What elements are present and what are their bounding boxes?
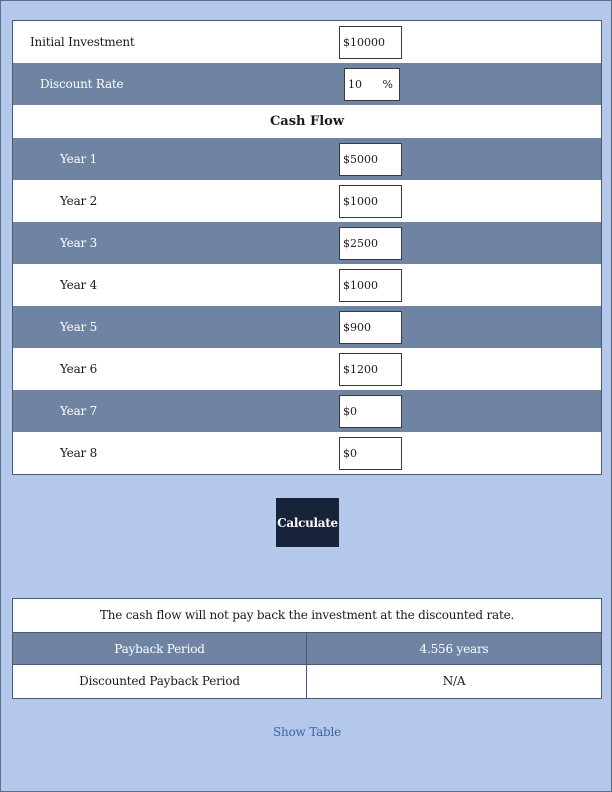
- result-table: [12, 598, 602, 699]
- discount-rate-field: [344, 68, 400, 101]
- percent-sign: %: [382, 78, 393, 91]
- year-2-input[interactable]: [339, 185, 402, 218]
- year-label: Year 7: [60, 404, 98, 418]
- year-row: [13, 138, 601, 180]
- discounted-payback-label: Discounted Payback Period: [13, 665, 307, 698]
- year-label: Year 1: [60, 152, 98, 166]
- discount-rate-row: [13, 63, 601, 105]
- year-3-input[interactable]: [339, 227, 402, 260]
- year-row: [13, 390, 601, 432]
- year-label: Year 5: [60, 320, 98, 334]
- year-5-input[interactable]: [339, 311, 402, 344]
- year-1-input[interactable]: [339, 143, 402, 176]
- npv-form-table: [12, 20, 602, 475]
- year-label: Year 8: [60, 446, 98, 460]
- calculate-button[interactable]: Calculate: [276, 498, 339, 547]
- discounted-payback-value: N/A: [442, 674, 466, 688]
- year-label: Year 3: [60, 236, 98, 250]
- initial-investment-row: [13, 21, 601, 63]
- payback-period-value: 4.556 years: [419, 642, 489, 656]
- year-row: [13, 432, 601, 474]
- initial-investment-label: Initial Investment: [30, 35, 135, 49]
- discounted-payback-row: [13, 665, 601, 698]
- year-7-input[interactable]: [339, 395, 402, 428]
- year-label: Year 2: [60, 194, 98, 208]
- year-row: [13, 264, 601, 306]
- year-row: [13, 180, 601, 222]
- cash-flow-header: [13, 105, 601, 138]
- year-row: [13, 306, 601, 348]
- year-row: [13, 348, 601, 390]
- year-4-input[interactable]: [339, 269, 402, 302]
- result-message: The cash flow will not pay back the investment at the discounted rate.: [99, 608, 515, 622]
- discount-rate-input[interactable]: [345, 70, 379, 99]
- year-6-input[interactable]: [339, 353, 402, 386]
- discount-rate-label: Discount Rate: [40, 77, 124, 91]
- initial-investment-input[interactable]: [339, 26, 402, 59]
- payback-period-row: [13, 632, 601, 665]
- year-label: Year 6: [60, 362, 98, 376]
- year-label: Year 4: [60, 278, 98, 292]
- payback-period-label: Payback Period: [13, 633, 307, 664]
- year-8-input[interactable]: [339, 437, 402, 470]
- show-table-link[interactable]: Show Table: [272, 725, 342, 739]
- year-row: [13, 222, 601, 264]
- cash-flow-title: Cash Flow: [269, 114, 345, 129]
